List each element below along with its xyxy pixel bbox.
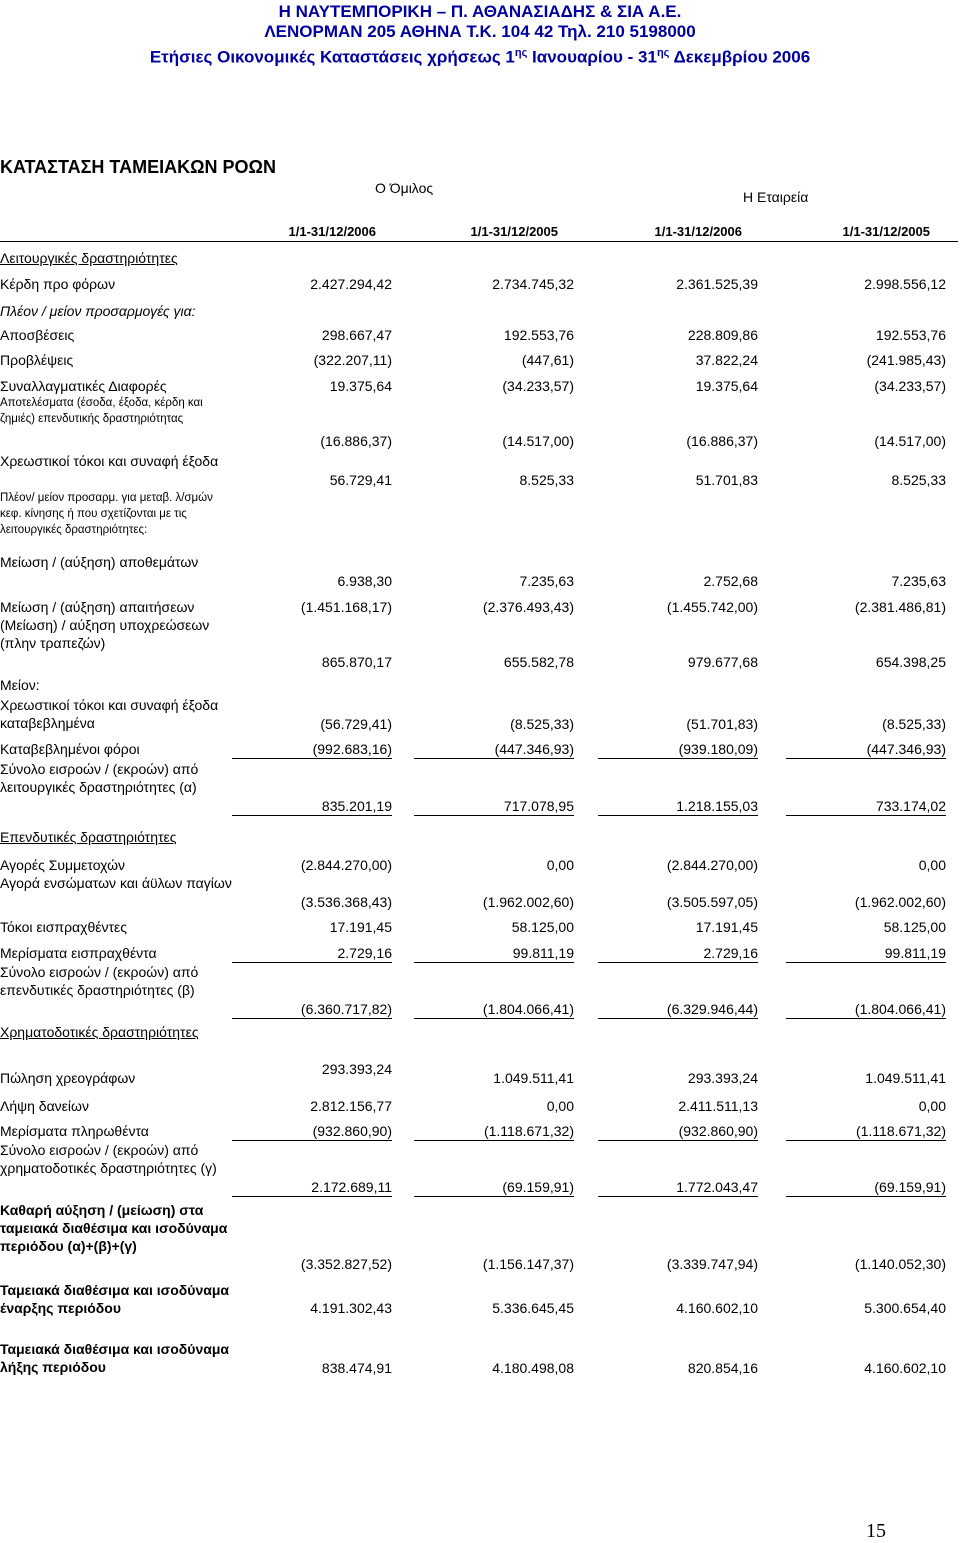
row-label: Αποσβέσεις (0, 327, 75, 343)
row-value-col1: 2.172.689,11 (232, 1178, 392, 1197)
row-label: Αγορές Συμμετοχών (0, 857, 126, 873)
row-value-col2: 717.078,95 (414, 797, 574, 816)
row-value-col2: 1.049.511,41 (493, 1070, 574, 1086)
row-value-col2: 58.125,00 (511, 919, 574, 935)
row-value-col2: 192.553,76 (503, 327, 574, 343)
row-label: Ταμειακά διαθέσιμα και ισοδύναμα λήξης περιόδου (0, 1341, 230, 1375)
group-column-heading: Ο Όμιλος (375, 180, 434, 196)
row-label: Μερίσματα εισπραχθέντα (0, 945, 157, 961)
row-value-col2: 0,00 (546, 857, 574, 873)
row-value-col3: (2.844.270,00) (666, 857, 758, 873)
row-value-col2: 5.336.645,45 (492, 1300, 574, 1316)
row-value-col3: 1.772.043,47 (598, 1178, 758, 1197)
row-value-col4: (1.962.002,60) (854, 894, 946, 910)
row-label: Τόκοι εισπραχθέντες (0, 919, 128, 935)
row-value-col2: 2.734.745,32 (492, 276, 574, 292)
row-value-col4: 7.235,63 (891, 573, 946, 589)
row-label: Καθαρή αύξηση / (μείωση) στα ταμειακά διαθέσιμα και ισοδύναμα περιόδου (α)+(β)+(γ) (0, 1202, 228, 1254)
period-header-company-2005: 1/1-31/12/2005 (842, 224, 930, 239)
row-value-col4: (69.159,91) (786, 1178, 946, 1197)
row-label: Καταβεβλημένοι φόροι (0, 741, 140, 757)
row-label: Πλέον/ μείον προσαρμ. για μεταβ. λ/σμών κεφ. κίνησης ή που σχετίζονται με τις λειτουργικές δραστηριότητες: (0, 492, 213, 536)
row-value-col3: 979.677,68 (687, 654, 758, 670)
row-label: Χρεωστικοί τόκοι και συναφή έξοδα (0, 453, 219, 469)
row-label: Μείωση / (αύξηση) απαιτήσεων (0, 599, 195, 615)
report-period-heading: Ετήσιες Οικονομικές Καταστάσεις χρήσεως $1^{\eta\varsigma}$ Ιανουαρίου - $31^{\eta\varsigma}$ Δεκεμβρίου 2006 (149, 47, 811, 67)
header-rule (0, 241, 958, 242)
row-value-col2: (1.804.066,41) (414, 1000, 574, 1019)
row-value-col2: 99.811,19 (414, 944, 574, 963)
row-label: Χρεωστικοί τόκοι και συναφή έξοδα καταβεβλημένα (0, 697, 219, 731)
row-value-col2: (69.159,91) (414, 1178, 574, 1197)
row-value-col3: 820.854,16 (687, 1360, 758, 1376)
row-value-col4: 1.049.511,41 (865, 1070, 946, 1086)
row-value-col2: 655.582,78 (503, 654, 574, 670)
row-label: Λήψη δανείων (0, 1098, 89, 1114)
row-value-col4: (14.517,00) (874, 433, 946, 449)
row-value-col3: (1.455.742,00) (666, 599, 758, 615)
row-value-col2: (14.517,00) (502, 433, 574, 449)
period-header-group-2005: 1/1-31/12/2005 (470, 224, 558, 239)
row-value-col3: (3.339.747,94) (666, 1256, 758, 1272)
row-value-col2: (1.962.002,60) (482, 894, 574, 910)
row-value-col3: 2.361.525,39 (676, 276, 758, 292)
row-value-col4: (2.381.486,81) (854, 599, 946, 615)
row-value-col1: 6.938,30 (337, 573, 392, 589)
row-value-col3: 2.411.511,13 (678, 1098, 758, 1114)
row-value-col3: 19.375,64 (695, 378, 758, 394)
row-value-col1: (992.683,16) (232, 740, 392, 759)
row-value-col3: (51.701,83) (686, 716, 758, 732)
row-value-col4: (447.346,93) (786, 740, 946, 759)
row-label: Αποτελέσματα (έσοδα, έξοδα, κέρδη και ζημιές) επενδυτικής δραστηριότητας (0, 397, 203, 425)
period-header-company-2006: 1/1-31/12/2006 (654, 224, 742, 239)
row-value-col4: 58.125,00 (883, 919, 946, 935)
row-value-col4: 99.811,19 (786, 944, 946, 963)
row-value-col1: 2.427.294,42 (310, 276, 392, 292)
row-value-col3: 2.729,16 (598, 944, 758, 963)
row-value-col4: 0,00 (918, 857, 946, 873)
row-value-col3: 4.160.602,10 (676, 1300, 758, 1316)
row-label: Συναλλαγματικές Διαφορές (0, 378, 167, 394)
row-value-col1: 838.474,91 (321, 1360, 392, 1376)
company-address: ΛΕΝΟΡΜΑΝ 205 ΑΘΗΝΑ Τ.Κ. 104 42 Τηλ. 210 5198000 (264, 22, 696, 41)
row-value-col1: 293.393,24 (321, 1061, 392, 1077)
row-value-col4: 0,00 (918, 1098, 946, 1114)
row-value-col3: 2.752,68 (703, 573, 758, 589)
row-value-col1: 56.729,41 (329, 472, 392, 488)
row-value-col1: 835.201,19 (232, 797, 392, 816)
row-label: Μείωση / (αύξηση) αποθεμάτων (0, 554, 199, 570)
row-value-col3: 51.701,83 (695, 472, 758, 488)
row-value-col1: (6.360.717,82) (232, 1000, 392, 1019)
row-value-col2: (1.156.147,37) (482, 1256, 574, 1272)
row-value-col1: (2.844.270,00) (300, 857, 392, 873)
row-value-col2: (447,61) (521, 352, 574, 368)
row-value-col1: 865.870,17 (321, 654, 392, 670)
row-label: Προβλέψεις (0, 352, 74, 368)
row-label: Σύνολο εισροών / (εκροών) από επενδυτικές δραστηριότητες (β) (0, 964, 199, 998)
row-value-col4: 192.553,76 (875, 327, 946, 343)
row-label: Σύνολο εισροών / (εκροών) από λειτουργικές δραστηριότητες (α) (0, 761, 199, 795)
row-value-col3: 228.809,86 (687, 327, 758, 343)
row-value-col1: (1.451.168,17) (300, 599, 392, 615)
row-label: Χρηματοδοτικές δραστηριότητες (0, 1024, 199, 1040)
row-value-col1: 19.375,64 (329, 378, 392, 394)
row-value-col3: (3.505.597,05) (666, 894, 758, 910)
row-value-col3: (16.886,37) (686, 433, 758, 449)
row-value-col3: 293.393,24 (687, 1070, 758, 1086)
row-value-col4: (1.140.052,30) (854, 1256, 946, 1272)
row-value-col4: (34.233,57) (874, 378, 946, 394)
period-header-group-2006: 1/1-31/12/2006 (288, 224, 376, 239)
row-label: Σύνολο εισροών / (εκροών) από χρηματοδοτικές δραστηριότητες (γ) (0, 1142, 217, 1176)
company-name: Η ΝΑΥΤΕΜΠΟΡΙΚΗ – Π. ΑΘΑΝΑΣΙΑΔΗΣ & ΣΙΑ Α.Ε. (278, 2, 682, 21)
row-value-col2: (1.118.671,32) (414, 1122, 574, 1141)
row-value-col1: 17.191,45 (329, 919, 392, 935)
row-value-col4: (241.985,43) (866, 352, 946, 368)
row-label: Πώληση χρεογράφων (0, 1070, 136, 1086)
row-value-col3: (932.860,90) (598, 1122, 758, 1141)
row-value-col3: 17.191,45 (695, 919, 758, 935)
row-value-col4: 4.160.602,10 (864, 1360, 946, 1376)
row-value-col2: (2.376.493,43) (482, 599, 574, 615)
row-value-col2: (8.525,33) (510, 716, 574, 732)
row-value-col4: 733.174,02 (786, 797, 946, 816)
row-label: Μερίσματα πληρωθέντα (0, 1123, 149, 1139)
row-value-col4: (1.804.066,41) (786, 1000, 946, 1019)
row-value-col2: (34.233,57) (502, 378, 574, 394)
row-value-col1: (16.886,37) (320, 433, 392, 449)
row-value-col2: 4.180.498,08 (492, 1360, 574, 1376)
row-label: Μείον: (0, 677, 40, 693)
row-value-col3: 37.822,24 (695, 352, 758, 368)
row-value-col1: (56.729,41) (320, 716, 392, 732)
row-value-col4: 654.398,25 (875, 654, 946, 670)
row-value-col3: 1.218.155,03 (598, 797, 758, 816)
row-value-col1: (322.207,11) (313, 352, 392, 368)
row-value-col1: (3.536.368,43) (300, 894, 392, 910)
row-value-col1: 2.729,16 (232, 944, 392, 963)
row-label: Ταμειακά διαθέσιμα και ισοδύναμα έναρξης περιόδου (0, 1282, 230, 1316)
row-value-col1: 4.191.302,43 (310, 1300, 392, 1316)
row-value-col1: 298.667,47 (321, 327, 392, 343)
row-value-col1: (932.860,90) (232, 1122, 392, 1141)
row-value-col2: (447.346,93) (414, 740, 574, 759)
row-value-col4: 8.525,33 (891, 472, 946, 488)
row-value-col4: 2.998.556,12 (864, 276, 946, 292)
row-label: Κέρδη προ φόρων (0, 276, 116, 292)
row-value-col4: (1.118.671,32) (786, 1122, 946, 1141)
row-label: Αγορά ενσώματων και άϋλων παγίων (0, 875, 232, 891)
row-value-col1: 2.812.156,77 (310, 1098, 392, 1114)
company-column-heading: Η Εταιρεία (743, 189, 809, 205)
row-value-col3: (6.329.946,44) (598, 1000, 758, 1019)
row-value-col1: (3.352.827,52) (300, 1256, 392, 1272)
row-value-col4: (8.525,33) (882, 716, 946, 732)
row-label: Πλέον / μείον προσαρμογές για: (0, 303, 196, 319)
statement-title: ΚΑΤΑΣΤΑΣΗ ΤΑΜΕΙΑΚΩΝ ΡΟΩΝ (0, 157, 276, 177)
page-number: 15 (866, 1520, 886, 1542)
row-value-col2: 8.525,33 (519, 472, 574, 488)
row-value-col2: 0,00 (546, 1098, 574, 1114)
row-value-col2: 7.235,63 (519, 573, 574, 589)
row-label: (Μείωση) / αύξηση υποχρεώσεων (πλην τραπεζών) (0, 617, 210, 651)
row-label: Λειτουργικές δραστηριότητες (0, 250, 178, 266)
row-label: Επενδυτικές δραστηριότητες (0, 829, 177, 845)
row-value-col3: (939.180,09) (598, 740, 758, 759)
row-value-col4: 5.300.654,40 (864, 1300, 946, 1316)
